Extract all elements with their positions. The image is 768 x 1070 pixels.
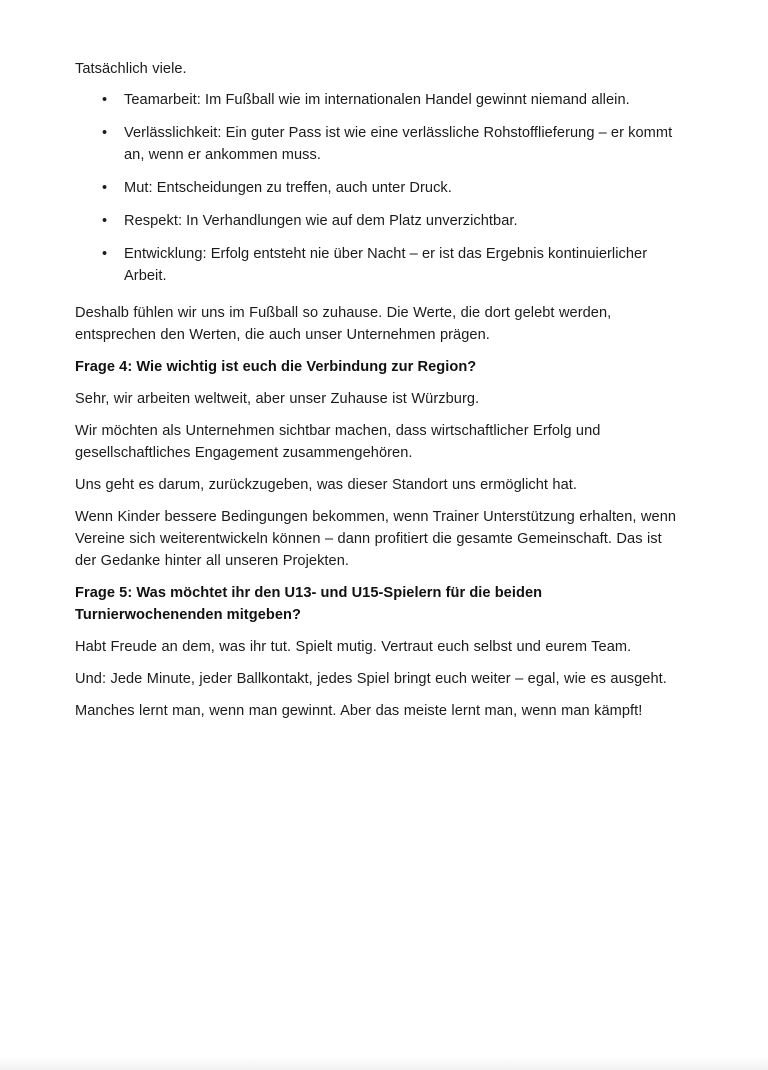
document-body	[75, 58, 687, 732]
intro-paragraph: Tatsächlich viele.	[75, 61, 187, 77]
list-item	[75, 177, 687, 199]
bullet-point-icon: •	[102, 213, 108, 229]
list-item-text: Entwicklung: Erfolg entsteht nie über Nacht – er ist das Ergebnis kontinuierlicher Arbeit.	[124, 246, 648, 284]
bullet-point-icon: •	[102, 180, 108, 196]
question-5-answer-paragraph-3: Manches lernt man, wenn man gewinnt. Aber das meiste lernt man, wenn man kämpft!	[75, 703, 643, 719]
question-4-heading: Frage 4: Wie wichtig ist euch die Verbindung zur Region?	[75, 359, 477, 375]
bullet-point-icon: •	[102, 125, 108, 141]
page-bottom-shadow	[0, 1056, 768, 1070]
question-5-heading: Frage 5: Was möchtet ihr den U13- und U15-Spielern für die beiden Turnierwochenenden mitgeben?	[75, 585, 543, 623]
list-item-text: Teamarbeit: Im Fußball wie im internationalen Handel gewinnt niemand allein.	[124, 92, 630, 108]
values-bullet-list	[75, 89, 687, 287]
list-item	[75, 122, 687, 166]
list-item-text: Respekt: In Verhandlungen wie auf dem Platz unverzichtbar.	[124, 213, 518, 229]
list-item	[75, 210, 687, 232]
bullet-point-icon: •	[102, 92, 108, 108]
question-5-answer-paragraph-1: Habt Freude an dem, was ihr tut. Spielt mutig. Vertraut euch selbst und eurem Team.	[75, 639, 632, 655]
list-item	[75, 89, 687, 111]
question-4-answer-paragraph-4: Wenn Kinder bessere Bedingungen bekommen, wenn Trainer Unterstützung erhalten, wenn Vereine sich weiterentwickeln können – dann profitiert die gesamte Gemeinschaft. Das ist der Gedanke hinter all unseren Projekten.	[75, 509, 677, 569]
bullet-point-icon: •	[102, 246, 108, 262]
question-4-answer-paragraph-1: Sehr, wir arbeiten weltweit, aber unser Zuhause ist Würzburg.	[75, 391, 480, 407]
list-item	[75, 243, 687, 287]
question-5-answer-paragraph-2: Und: Jede Minute, jeder Ballkontakt, jedes Spiel bringt euch weiter – egal, wie es ausgeht.	[75, 671, 667, 687]
closing-values-paragraph: Deshalb fühlen wir uns im Fußball so zuhause. Die Werte, die dort gelebt werden, entsprechen den Werten, die auch unser Unternehmen prägen.	[75, 305, 612, 343]
question-4-answer-paragraph-2: Wir möchten als Unternehmen sichtbar machen, dass wirtschaftlicher Erfolg und gesellschaftliches Engagement zusammengehören.	[75, 423, 601, 461]
list-item-text: Verlässlichkeit: Ein guter Pass ist wie eine verlässliche Rohstofflieferung – er kommt an, wenn er ankommen muss.	[124, 125, 673, 163]
question-4-answer-paragraph-3: Uns geht es darum, zurückzugeben, was dieser Standort uns ermöglicht hat.	[75, 477, 578, 493]
list-spacer	[75, 295, 687, 302]
list-item-text: Mut: Entscheidungen zu treffen, auch unter Druck.	[124, 180, 452, 196]
